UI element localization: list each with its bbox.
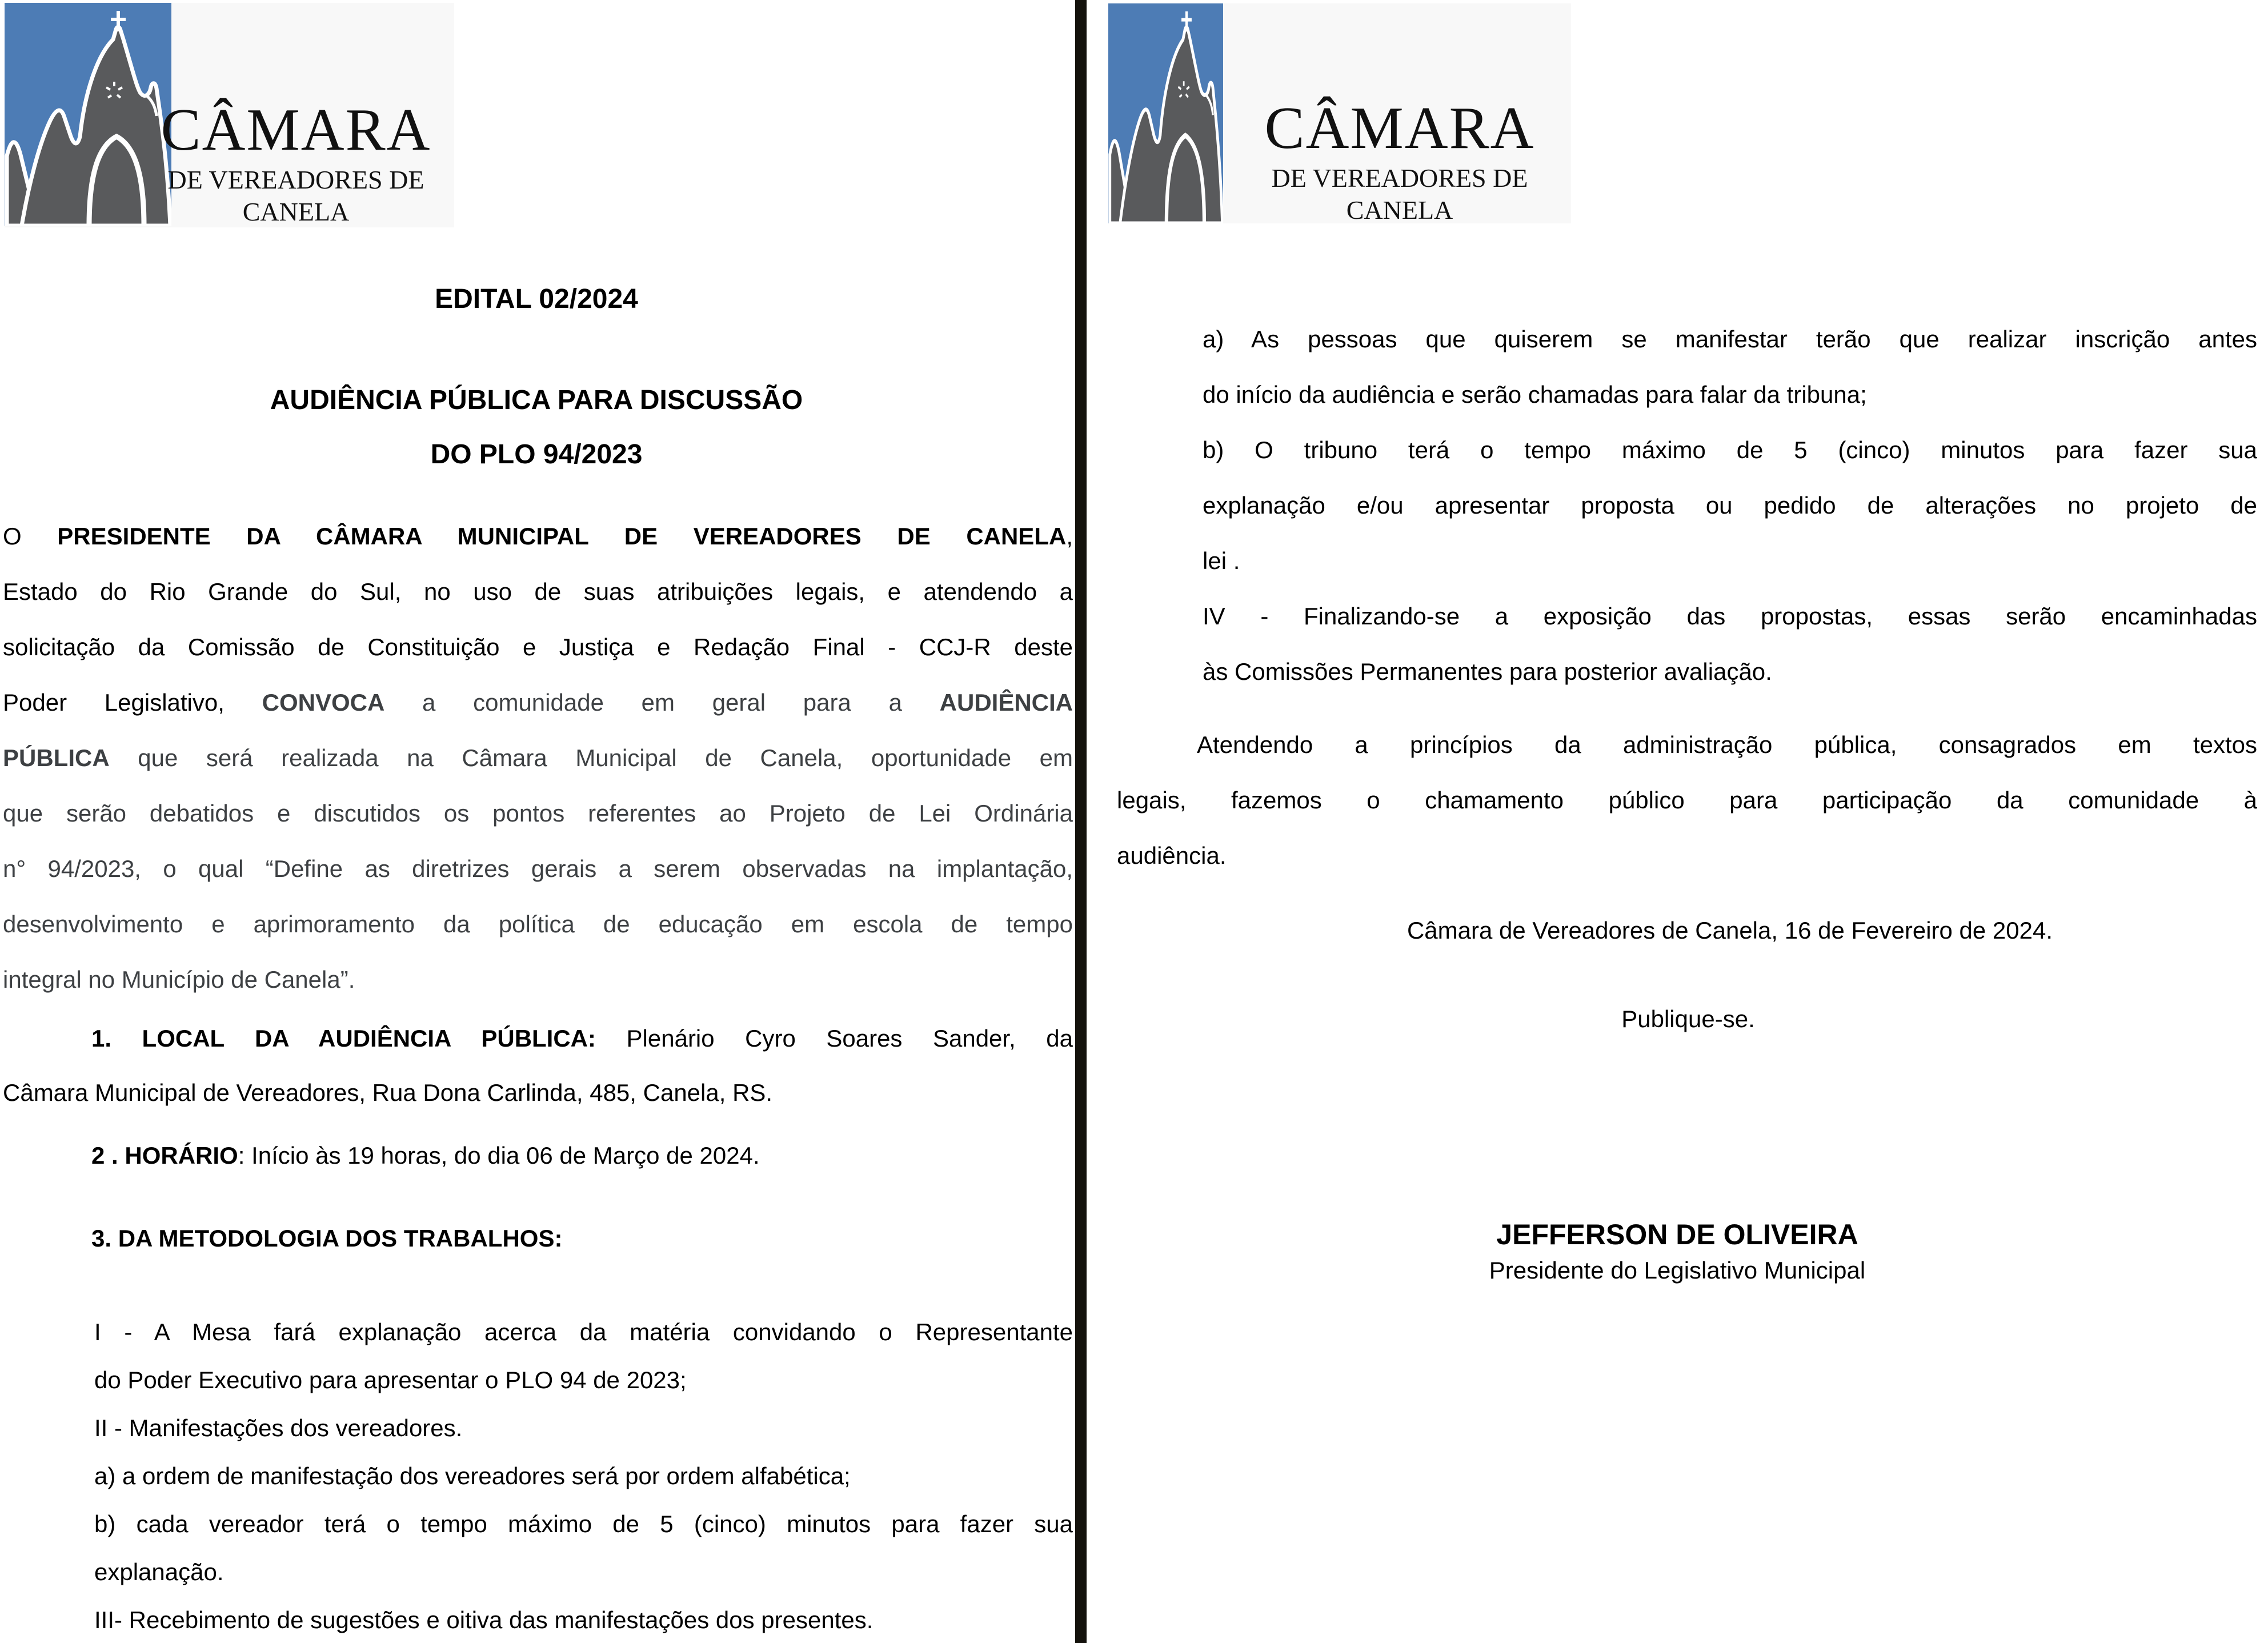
intro-line5-rest: que será realizada na Câmara Municipal de Canela, oportunidade em xyxy=(109,744,1073,771)
page-divider xyxy=(1075,0,1087,1643)
item-IV-line1: IV - Finalizando-se a exposição das propostas, essas serão encaminhadas xyxy=(1203,603,2257,630)
logo-subtitle: DE VEREADORES DE CANELA xyxy=(1271,163,1528,225)
item-b-line2: explanação. xyxy=(94,1558,224,1585)
section-local-value: Plenário Cyro Soares Sander, da xyxy=(596,1025,1073,1052)
section-horario-value: : Início às 19 horas, do dia 06 de Março de 2024. xyxy=(238,1142,760,1169)
closing-line-1: Atendendo a princípios da administração pública, consagrados em textos xyxy=(1197,731,2257,758)
camara-logo-left xyxy=(5,3,454,227)
logo-title: CÂMARA xyxy=(1264,94,1535,161)
page-right xyxy=(1087,0,2268,1643)
section-metodologia xyxy=(3,1211,1073,1265)
item-I-line1: I - A Mesa fará explanação acerca da matéria convidando o Representante xyxy=(94,1319,1073,1345)
publish-order: Publique-se. xyxy=(1621,1005,1755,1032)
item-a-line1: a) As pessoas que quiserem se manifestar terão que realizar inscrição antes xyxy=(1203,326,2257,352)
tribuna-items xyxy=(1203,311,2257,699)
item-b-line1: b) cada vereador terá o tempo máximo de 5 (cinco) minutos para fazer sua xyxy=(94,1510,1073,1537)
intro-paragraph xyxy=(3,508,1073,1007)
intro-pre: O xyxy=(3,523,58,550)
audiencia-bold: AUDIÊNCIA xyxy=(939,689,1073,716)
edital-title: EDITAL 02/2024 xyxy=(435,284,638,314)
intro-line-1 xyxy=(3,508,1073,564)
intro-line-6: que serão debatidos e discutidos os pontos referentes ao Projeto de Lei Ordinária xyxy=(3,800,1073,827)
intro-line-4 xyxy=(3,675,1073,730)
logo-title: CÂMARA xyxy=(161,96,431,163)
closing-paragraph xyxy=(1117,717,2257,883)
intro-comma: , xyxy=(1066,523,1073,550)
signature-block xyxy=(1087,1216,2268,1288)
item-b-line3: lei . xyxy=(1203,547,1240,574)
signature-role: Presidente do Legislativo Municipal xyxy=(1489,1257,1866,1284)
item-II: II - Manifestações dos vereadores. xyxy=(94,1414,463,1441)
item-III: III- Recebimento de sugestões e oitiva das manifestações dos presentes. xyxy=(94,1606,873,1633)
closing-line-3: audiência. xyxy=(1117,842,1227,869)
church-logo-icon xyxy=(1108,3,1223,223)
page-left xyxy=(0,0,1075,1643)
section-local xyxy=(3,1011,1073,1120)
poder-legislativo: Poder Legislativo, xyxy=(3,689,262,716)
audiencia-title-line1: AUDIÊNCIA PÚBLICA PARA DISCUSSÃO xyxy=(270,385,803,415)
item-b-line1: b) O tribuno terá o tempo máximo de 5 (cinco) minutos para fazer sua xyxy=(1203,436,2257,463)
section-local-line2: Câmara Municipal de Vereadores, Rua Dona Carlinda, 485, Canela, RS. xyxy=(3,1079,773,1106)
intro-line-2: Estado do Rio Grande do Sul, no uso de suas atribuições legais, e atendendo a xyxy=(3,578,1073,605)
camara-logo-right xyxy=(1108,3,1571,223)
date-line: Câmara de Vereadores de Canela, 16 de Fevereiro de 2024. xyxy=(1407,917,2053,944)
audiencia-title xyxy=(0,373,1073,482)
intro-line-8: desenvolvimento e aprimoramento da política de educação em escola de tempo xyxy=(3,911,1073,937)
section-local-line1 xyxy=(3,1011,1073,1065)
publica-bold: PÚBLICA xyxy=(3,744,110,771)
logo-subtitle: DE VEREADORES DE CANELA xyxy=(167,165,424,226)
convoca-bold: CONVOCA xyxy=(262,689,385,716)
intro-line-5 xyxy=(3,730,1073,786)
item-a-line2: do início da audiência e serão chamadas para falar da tribuna; xyxy=(1203,381,1867,408)
item-IV-line2: às Comissões Permanentes para posterior avaliação. xyxy=(1203,658,1772,685)
presidente-bold: PRESIDENTE DA CÂMARA MUNICIPAL DE VEREADORES DE CANELA xyxy=(57,523,1067,550)
item-b-line2: explanação e/ou apresentar proposta ou pedido de alterações no projeto de xyxy=(1203,492,2257,519)
section-horario xyxy=(3,1128,1073,1183)
item-I-line2: do Poder Executivo para apresentar o PLO 94 de 2023; xyxy=(94,1367,687,1393)
signature-name: JEFFERSON DE OLIVEIRA xyxy=(1496,1219,1858,1251)
intro-line-3: solicitação da Comissão de Constituição e Justiça e Redação Final - CCJ-R deste xyxy=(3,634,1073,660)
section-horario-label: 2 . HORÁRIO xyxy=(91,1142,238,1169)
intro-line-9: integral no Município de Canela”. xyxy=(3,966,355,993)
metodologia-items xyxy=(94,1308,1073,1643)
intro-mid: a comunidade em geral para a xyxy=(384,689,940,716)
audiencia-title-line2: DO PLO 94/2023 xyxy=(430,439,643,470)
closing-line-2: legais, fazemos o chamamento público para participação da comunidade à xyxy=(1117,787,2257,814)
intro-line-7: n° 94/2023, o qual “Define as diretrizes gerais a serem observadas na implantação, xyxy=(3,855,1073,882)
section-local-label: 1. LOCAL DA AUDIÊNCIA PÚBLICA: xyxy=(91,1025,596,1052)
item-a: a) a ordem de manifestação dos vereadores será por ordem alfabética; xyxy=(94,1462,851,1489)
section-horario-line xyxy=(3,1128,1073,1183)
section-metodologia-label: 3. DA METODOLOGIA DOS TRABALHOS: xyxy=(91,1225,563,1252)
